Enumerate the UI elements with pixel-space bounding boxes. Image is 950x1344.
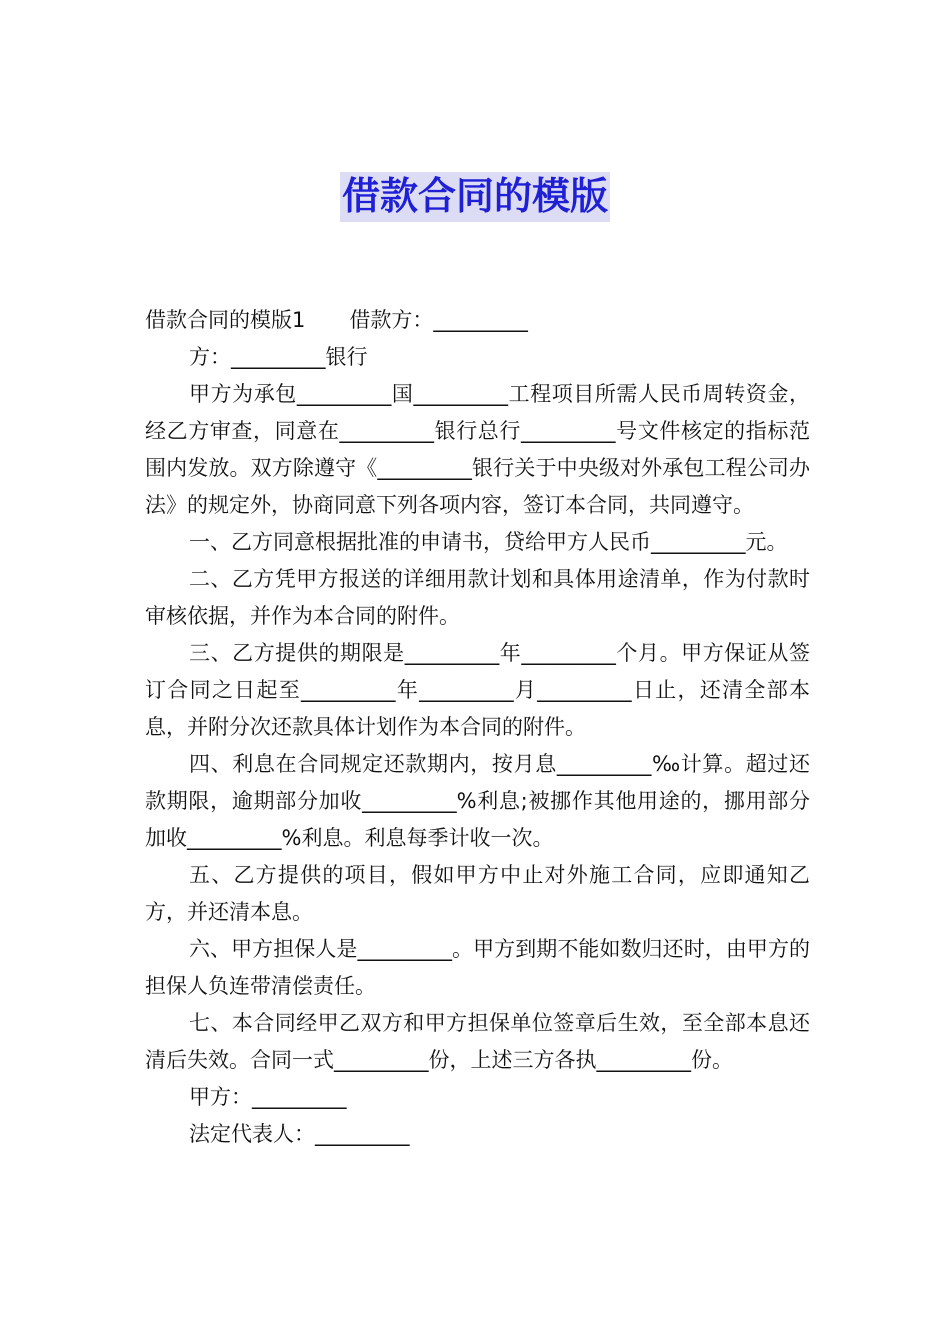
document-title: 借款合同的模版 [340,172,610,222]
first-line [145,302,810,339]
paragraph-clause-7: 七、本合同经甲乙双方和甲方担保单位签章后生效，至全部本息还清后失效。合同一式_________份，上述三方各执_________份。 [145,1011,810,1072]
title-wrapper [0,172,950,222]
paragraph-intro: 甲方为承包_________国_________工程项目所需人民币周转资金，经乙方审查，同意在_________银行总行_________号文件核定的指标范围内发放。双方除遵守《_________银行关于中央级对外承包工程公司办法》的规定外，协商同意下列各项内容，签订本合同，共同遵守。 [145,382,810,517]
doc-label: 借款合同的模版1 [145,308,306,332]
document-body [145,302,810,1153]
paragraph-clause-6: 六、甲方担保人是_________。甲方到期不能如数归还时，由甲方的担保人负连带清偿责任。 [145,937,810,998]
paragraph-clause-2: 二、乙方凭甲方报送的详细用款计划和具体用途清单，作为付款时审核依据，并作为本合同的附件。 [145,567,810,628]
borrower-field: 借款方：_________ [349,308,528,332]
paragraph-lender: 方：_________银行 [189,345,368,369]
paragraph-clause-5: 五、乙方提供的项目，假如甲方中止对外施工合同，应即通知乙方，并还清本息。 [145,863,810,924]
paragraph-clause-1: 一、乙方同意根据批准的申请书，贷给甲方人民币_________元。 [189,530,788,554]
paragraph-clause-4: 四、利息在合同规定还款期内，按月息_________‰计算。超过还款期限，逾期部分加收_________%利息;被挪作其他用途的，挪用部分加收_________%利息。利息每季计收一次。 [145,752,810,850]
signature-party-a: 甲方：_________ [189,1085,347,1109]
paragraph-clause-3: 三、乙方提供的期限是_________年_________个月。甲方保证从签订合同之日起至_________年_________月_________日止，还清全部本息，并附分次还款具体计划作为本合同的附件。 [145,641,810,739]
signature-legal-rep: 法定代表人：_________ [189,1122,410,1146]
